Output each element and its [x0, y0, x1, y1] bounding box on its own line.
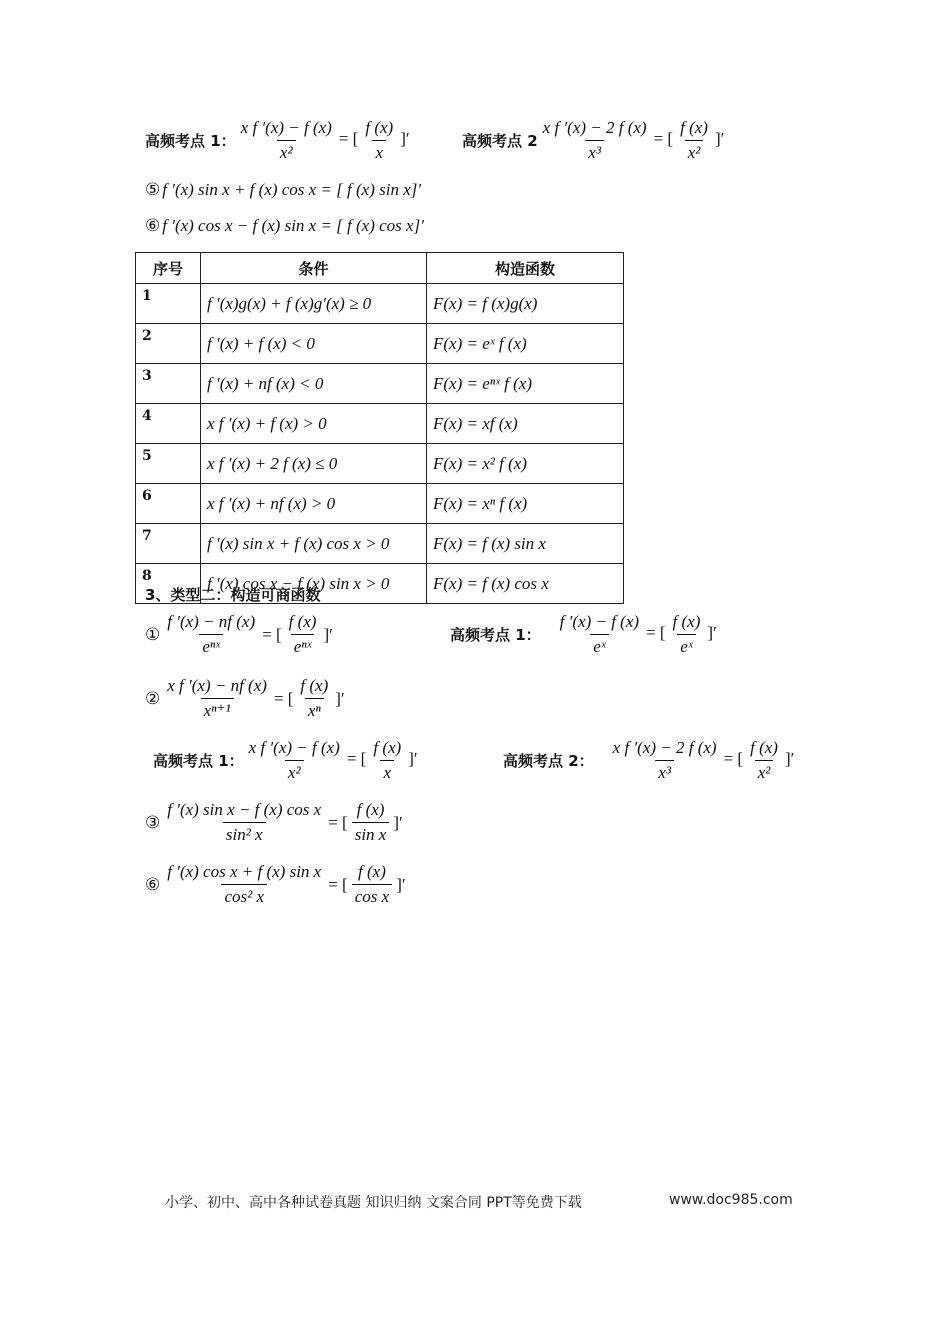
header-function: 构造函数 — [427, 253, 624, 284]
formula-hp1-x: 高频考点 1： $\frac{\text{x f ′(x) − f (x)}}{\text{x²}}$ = [ $\frac{f (x)}{x}$ ]′ — [153, 738, 418, 782]
formula-item-6: ⑥ f ′(x) cos x − f (x) sin x = [ f (x) cos x]′ — [145, 216, 424, 236]
section-3-heading: 3、类型二：构造可商函数 — [145, 586, 321, 604]
footer-text: 小学、初中、高中各种试卷真题 知识归纳 文案合同 PPT等免费下载 — [165, 1195, 582, 1211]
high-freq-label-2: 高频考点 2 — [462, 132, 538, 150]
formula-3: ③ $\frac{\text{f ′(x) sin x − f (x) cos x}}{\text{sin² x}}$ = [ $\frac{f (x)}{\text{sin x}}$ ]′ — [145, 800, 403, 844]
formula-6: ⑥ $\frac{\text{f ′(x) cos x + f (x) sin x}}{\text{cos² x}}$ = [ $\frac{f (x)}{\text{cos x}}$ ]′ — [145, 862, 406, 906]
construct-function-table — [135, 252, 624, 604]
table-row: 6 x f ′(x) + nf (x) > 0 F(x) = xⁿ f (x) — [136, 484, 624, 524]
formula-2: ② $\frac{\text{x f ′(x) − nf (x)}}{\text{xⁿ⁺¹}}$ = [ $\frac{f (x)}{\text{xⁿ}}$ ]′ — [145, 676, 345, 720]
formula-hp2-x: 高频考点 2： $\frac{\text{x f ′(x) − 2 f (x)}}{\text{x³}}$ = [ $\frac{f (x)}{\text{x²}}$ ]′ — [503, 738, 795, 782]
header-no: 序号 — [136, 253, 201, 284]
high-freq-label-1: 高频考点 1： — [145, 132, 236, 150]
formula-hp2: $\frac{\text{x f ′(x) − 2 f (x)}}{\text{x³}}$ = [ $\frac{f (x)}{\text{x²}}$ ]′ — [542, 118, 725, 162]
formula-1: ① $\frac{f '(x) - nf (x)}{\text{eⁿˣ}}$ = [ $\frac{f (x)}{\text{eⁿˣ}}$ ]′ — [145, 612, 333, 656]
table-row: 5 x f ′(x) + 2 f (x) ≤ 0 F(x) = x² f (x) — [136, 444, 624, 484]
table-row: 8 f ′(x) cos x − f (x) sin x > 0 F(x) = f (x) cos x — [136, 564, 624, 604]
top-formula-row-2 — [462, 118, 726, 163]
formula-hp1: $\frac{\text{x f ′(x) − f (x)}}{\text{x²}}$ = [ $\frac{f (x)}{x}$ ]′ — [240, 118, 410, 162]
formula-item-5: ⑤ f ′(x) sin x + f (x) cos x = [ f (x) sin x]′ — [145, 180, 422, 200]
table-row: 1 f ′(x)g(x) + f (x)g′(x) ≥ 0 F(x) = f (x)g(x) — [136, 284, 624, 324]
table-row: 3 f ′(x) + nf (x) < 0 F(x) = eⁿˣ f (x) — [136, 364, 624, 404]
table-row: 4 x f ′(x) + f (x) > 0 F(x) = xf (x) — [136, 404, 624, 444]
table-header-row — [136, 253, 624, 284]
table-row: 2 f ′(x) + f (x) < 0 F(x) = eˣ f (x) — [136, 324, 624, 364]
footer-url[interactable]: www.doc985.com — [669, 1192, 793, 1208]
formula-hp1-exp: 高频考点 1： $\frac{f '(x) - f (x)}{\text{eˣ}}$ = [ $\frac{f (x)}{\text{eˣ}}$ ]′ — [450, 612, 717, 656]
header-condition: 条件 — [201, 253, 427, 284]
table-row: 7 f ′(x) sin x + f (x) cos x > 0 F(x) = f (x) sin x — [136, 524, 624, 564]
top-formula-row-1 — [145, 118, 412, 163]
